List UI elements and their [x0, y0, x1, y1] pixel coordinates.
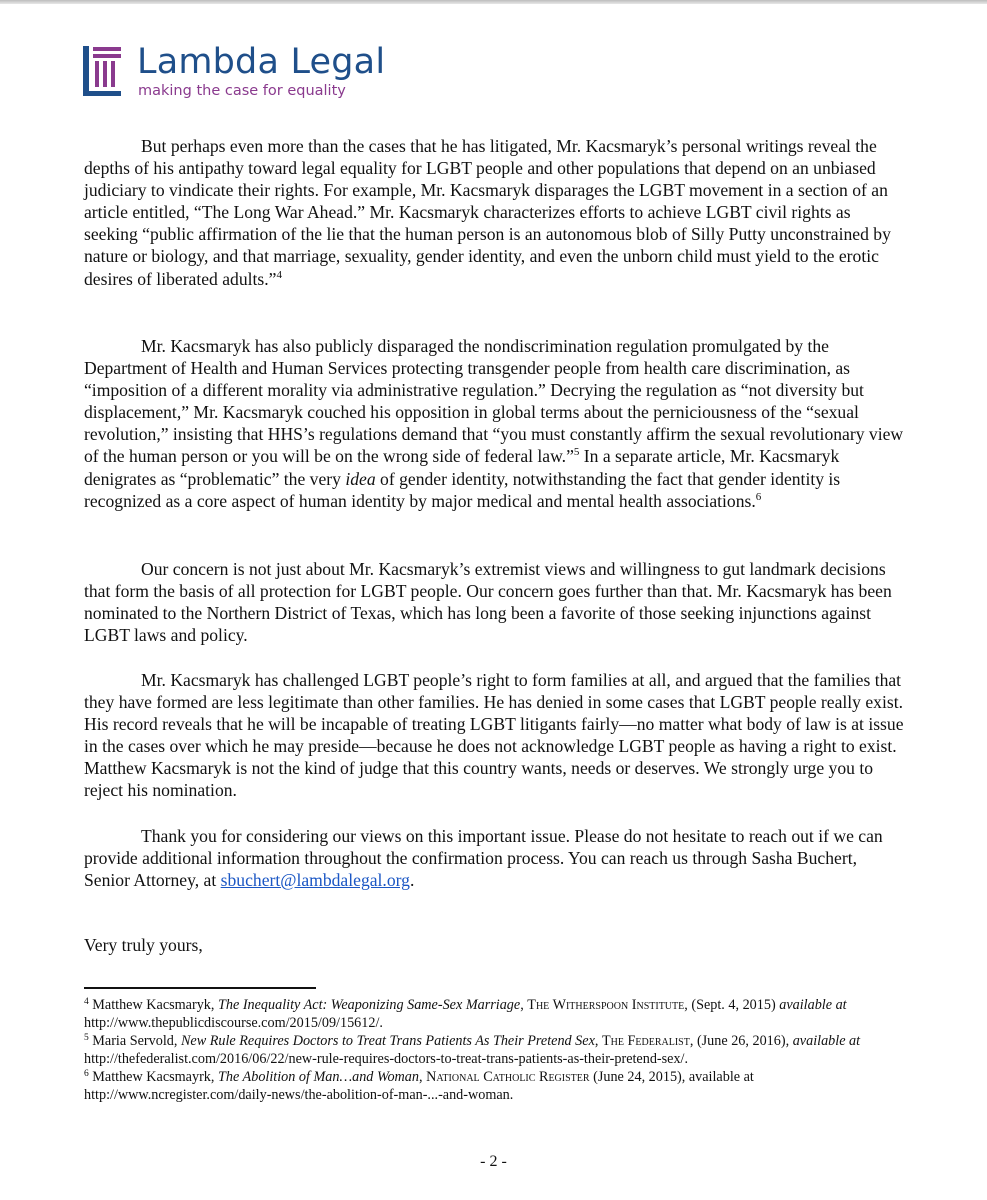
footnote-publisher: National Catholic Register — [426, 1069, 590, 1086]
footnote-divider — [84, 987, 316, 989]
emphasis-idea: idea — [345, 468, 376, 489]
logo-tagline: making the case for equality — [138, 83, 346, 99]
paragraph-text: But perhaps even more than the cases that he has litigated, Mr. Kacsmaryk’s personal writings reveal the depths of his antipathy toward legal equality for LGBT people and other populations that depend on an unbiased judiciary to vindicate their rights. For example, Mr. Kacsmaryk disparages the LGBT movement in a section of an article entitled, “The Long War Ahead.” Mr. Kacsmaryk characterizes efforts to achieve LGBT civil rights as seeking “public affirmation of the lie that the human person is an autonomous blob of Silly Putty unconstrained by nature or biology, and that marriage, sexuality, gender identity, and even the unborn child must yield to the erotic desires of liberated adults.” — [84, 136, 891, 289]
paragraph-personal-writings — [84, 135, 904, 290]
footnotes — [84, 996, 904, 1105]
footnote-ref-5[interactable]: 5 — [573, 446, 580, 459]
footnote-number: 4 — [84, 997, 89, 1007]
paragraph-text: Thank you for considering our views on this important issue. Please do not hesitate to reach out if we can provide additional information throughout the confirmation process. You can reach us through Sasha Buchert, Senior Attorney, at — [84, 826, 883, 891]
footnote-4 — [84, 996, 904, 1032]
footnote-date: , (Sept. 4, 2015) — [684, 997, 780, 1013]
footnote-number: 5 — [84, 1033, 89, 1044]
paragraph-text: In a separate article, Mr. Kacsmaryk denigrates as “problematic” the very — [84, 446, 840, 489]
paragraph-text: Mr. Kacsmaryk has also publicly disparaged the nondiscrimination regulation promulgated by the Department of Health and Human Services protecting transgender people from health care discrimination, as “imposition of a different morality via administrative regulation.” Decrying the regulation as “not diversity but displacement,” Mr. Kacsmaryk couched his opposition in global terms about the perniciousness of the “sexual revolution,” insisting that HHS’s regulations demand that “you must constantly affirm the sexual revolutionary view of the human person or you will be on the wrong side of federal law.” — [84, 336, 904, 467]
window-top-edge — [0, 0, 987, 4]
footnote-author: Matthew Kacsmayrk, — [88, 1069, 218, 1086]
footnote-url[interactable]: http://www.ncregister.com/daily-news/the-abolition-of-man-...-and-woman. — [84, 1087, 514, 1104]
page-number: - 2 - — [480, 1153, 507, 1170]
footnote-date: (June 24, 2015), available at — [589, 1069, 754, 1086]
footnote-author: Matthew Kacsmaryk, — [88, 997, 218, 1013]
logo-title: Lambda Legal — [137, 42, 386, 82]
footnote-available-at: available at — [792, 1033, 861, 1050]
footnote-author: Maria Servold, — [88, 1033, 181, 1050]
footnote-publisher: The Federalist — [601, 1033, 690, 1050]
footnote-sep: , — [594, 1033, 602, 1050]
footnote-number: 6 — [84, 1069, 89, 1080]
email-link[interactable]: sbuchert@lambdalegal.org — [220, 870, 410, 891]
paragraph-text: Mr. Kacsmaryk has challenged LGBT people’s right to form families at all, and argued that the families that they have formed are less legitimate than other families. He has denied in some cases that LGBT people really exist. His record reveals that he will be incapable of treating LGBT litigants fairly—no matter what body of law is at issue in the cases over which he may preside—because he does not acknowledge LGBT people as having a right to exist. Matthew Kacsmaryk is not the kind of judge that this country wants, needs or deserves. We strongly urge you to reject his nomination. — [84, 670, 904, 801]
paragraph-text: Our concern is not just about Mr. Kacsmaryk’s extremist views and willingness to gut landmark decisions that form the basis of all protection for LGBT people. Our concern goes further than that. Mr. Kacsmaryk has been nominated to the Northern District of Texas, which has long been a favorite of those seeking injunctions against LGBT laws and policy. — [84, 559, 892, 646]
footnote-url[interactable]: http://thefederalist.com/2016/06/22/new-rule-requires-doctors-to-treat-trans-patients-as-their-pretend-sex/. — [84, 1051, 689, 1068]
footnote-available-at: available at — [779, 997, 847, 1013]
footnote-title: New Rule Requires Doctors to Treat Trans Patients As Their Pretend Sex — [180, 1033, 595, 1050]
footnote-ref-6[interactable]: 6 — [755, 490, 762, 503]
column-pillar-icon — [83, 46, 123, 96]
paragraph-thank-you — [84, 825, 904, 891]
footnote-title: The Abolition of Man…and Woman — [217, 1069, 419, 1086]
closing-salutation: Very truly yours, — [84, 935, 203, 955]
footnote-url[interactable]: http://www.thepublicdiscourse.com/2015/09/15612/. — [84, 1015, 383, 1032]
paragraph-end: . — [409, 870, 415, 891]
paragraph-hhs-regulation — [84, 335, 904, 512]
footnote-publisher: The Witherspoon Institute — [527, 997, 685, 1013]
paragraph-families — [84, 669, 904, 802]
footnote-sep: , — [520, 997, 528, 1013]
footnote-ref-4[interactable]: 4 — [276, 268, 282, 281]
footnote-title: The Inequality Act: Weaponizing Same-Sex Marriage — [217, 997, 521, 1013]
footnote-date: , (June 26, 2016), — [689, 1033, 793, 1050]
footnote-sep: , — [418, 1069, 427, 1086]
paragraph-text: of gender identity, notwithstanding the fact that gender identity is recognized as a core aspect of human identity by major medical and mental health associations. — [84, 468, 841, 511]
paragraph-our-concern — [84, 558, 904, 646]
footnote-6 — [84, 1068, 904, 1104]
footnote-5 — [84, 1032, 904, 1068]
